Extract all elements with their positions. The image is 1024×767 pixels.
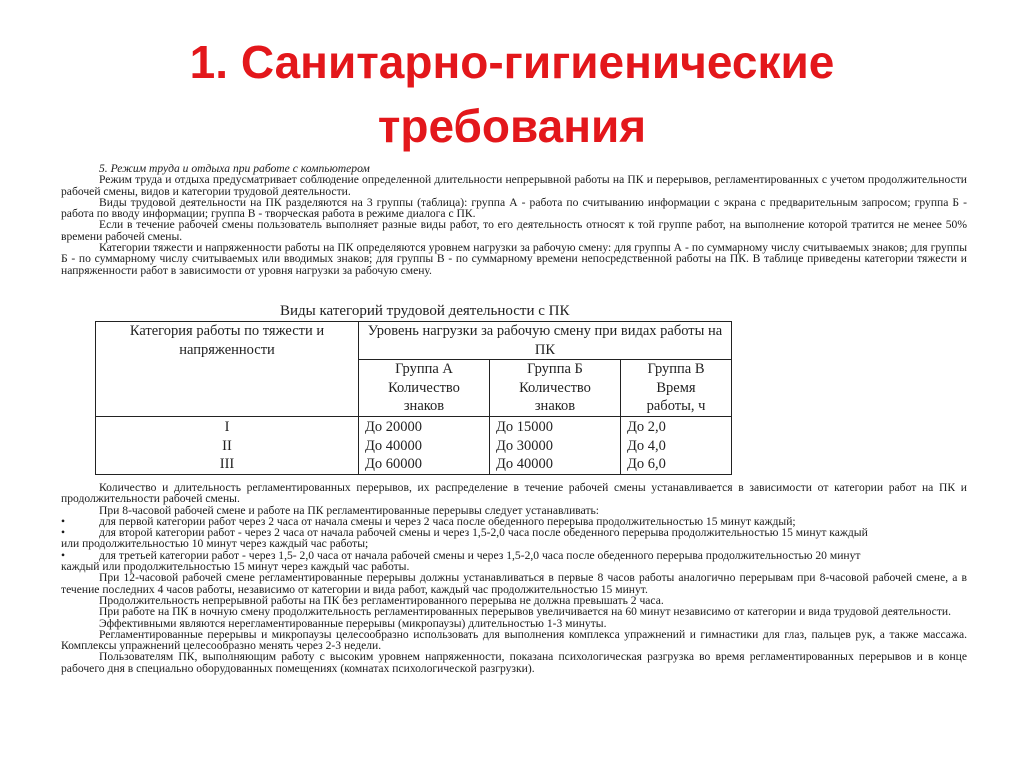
table-cell-categories [96, 417, 359, 475]
bullet-category-2-continued: или продолжительностью 10 минут через каждый час работы; [61, 537, 369, 551]
group-b-value-2: До 30000 [496, 437, 554, 454]
group-c-measure: Время [656, 379, 696, 396]
table-cell-group-b-values [490, 417, 621, 475]
bullet-category-3-text: для третьей категории работ - через 1,5- 2,0 часа от начала рабочей смены и через 1,5-2,0 часа после обеденного перерыва продолжительностью 20 минут [99, 548, 861, 562]
document-intro [61, 163, 967, 276]
category-table [95, 321, 732, 475]
group-b-value-1: До 15000 [496, 419, 554, 435]
paragraph-psychological-relief: Пользователям ПК, выполняющим работу с высоким уровнем напряженности, показана психологическая разгрузка во время регламентированных перерывов и в конце рабочего дня в специально оборудованных помещениях (комнатах психологической разгрузки). [61, 650, 967, 675]
bullet-mark: • [61, 514, 66, 528]
group-c-value-2: До 4,0 [627, 437, 666, 454]
table-header-group-b [490, 360, 621, 417]
paragraph-mixed-work: Если в течение рабочей смены пользователь выполняет разные виды работ, то его деятельность относят к той группе работ, на выполнение которой тратится не менее 50% времени рабочей смены. [61, 218, 967, 243]
category-3: III [219, 456, 235, 472]
category-1: I [224, 419, 230, 435]
group-b-name: Группа Б [527, 361, 583, 377]
group-b-value-3: До 40000 [496, 456, 554, 472]
group-c-unit: работы, ч [646, 398, 706, 414]
section-heading: 5. Режим труда и отдыха при работе с компьютером [99, 162, 370, 175]
group-b-measure: Количество [519, 379, 591, 396]
bullet-category-3 [61, 550, 967, 561]
group-c-value-1: До 2,0 [627, 419, 666, 435]
group-b-unit: знаков [534, 398, 576, 414]
paragraph-12-hour-shift: При 12-часовой рабочей смене регламентированные перерывы должны устанавливаться в первые 8 часов работы аналогично перерывам при 8-часовой рабочей смене, а в течение последних 4 часов работы, независимо от категории и вида работ, каждый час продолжительностью 15 минут. [61, 571, 967, 596]
slide-title [0, 30, 1024, 158]
table-header-category: Категория работы по тяжести и напряженности [96, 322, 359, 417]
group-a-value-1: До 20000 [365, 419, 423, 435]
paragraph-categories: Категории тяжести и напряженности работы на ПК определяются уровнем нагрузки за рабочую смену: для группы А - по суммарному числу считываемых знаков; для группы Б - по суммарному числу считываемых или вводимых знаков; для группы В - по суммарному времени непосредственной работы на ПК. В таблице приведены категории тяжести и напряженности работ в зависимости от уровня нагрузки за рабочую смену. [61, 241, 967, 277]
paragraph-8-hour-shift: При 8-часовой рабочей смене и работе на ПК регламентированные перерывы следует устанавливать: [99, 503, 600, 517]
bullet-category-2-text: для второй категории работ - через 2 часа от начала рабочей смены и через 1,5-2,0 часа после обеденного перерыва продолжительностью 15 минут каждый [99, 526, 868, 540]
bullet-mark: • [61, 548, 66, 562]
slide-title-line-1: 1. Санитарно-гигиенические [189, 36, 835, 88]
bullet-category-3-continued: каждый или продолжительностью 15 минут через каждый час работы. [61, 560, 410, 574]
paragraph-continuous-limit: Продолжительность непрерывной работы на ПК без регламентированного перерыва не должна превышать 2 часа. [99, 593, 664, 607]
group-a-name: Группа А [395, 361, 453, 377]
paragraph-work-groups: Виды трудовой деятельности на ПК разделяются на 3 группы (таблица): группа А - работа по считыванию информации с экрана с предварительным запросом; группа Б - работа по вводу информации; группа В - творческая работа в режиме диалога с ПК. [61, 195, 967, 221]
bullet-category-2 [61, 527, 967, 538]
paragraph-night-shift: При работе на ПК в ночную смену продолжительность регламентированных перерывов увеличивается на 60 минут независимо от категории и вида трудовой деятельности. [99, 605, 951, 619]
table-cell-group-c-values [621, 417, 732, 475]
table-header-group-c [621, 360, 732, 417]
bullet-mark: • [61, 526, 66, 540]
group-c-name: Группа В [647, 361, 705, 377]
document-breaks [61, 482, 967, 674]
bullet-category-1-text: для первой категории работ через 2 часа от начала смены и через 2 часа после обеденного перерыва продолжительностью 15 минут каждый; [99, 514, 796, 528]
table-cell-group-a-values [359, 417, 490, 475]
paragraph-micropauses: Эффективными являются нерегламентированные перерывы (микропаузы) длительностью 1-3 минуты. [99, 616, 607, 630]
paragraph-breaks-amount: Количество и длительность регламентированных перерывов, их распределение в течение рабочей смены устанавливается в зависимости от категории работ на ПК и продолжительности рабочей смены. [61, 481, 967, 506]
table-caption: Виды категорий трудовой деятельности с ПК [280, 303, 570, 319]
group-c-value-3: До 6,0 [627, 456, 666, 472]
table-header-load-level: Уровень нагрузки за рабочую смену при видах работы на ПК [359, 322, 732, 360]
paragraph-exercises: Регламентированные перерывы и микропаузы целесообразно использовать для выполнения комплекса упражнений и гимнастики для глаз, пальцев рук, а также массажа. Комплексы упражнений целесообразно менять через 2-3 недели. [61, 627, 967, 653]
group-a-unit: знаков [403, 398, 445, 414]
table-header-group-a [359, 360, 490, 417]
group-a-measure: Количество [388, 379, 460, 396]
group-a-value-2: До 40000 [365, 437, 423, 454]
slide-title-line-2: требования [377, 100, 647, 152]
group-a-value-3: До 60000 [365, 456, 423, 472]
category-2: II [222, 437, 232, 454]
paragraph-work-regime: Режим труда и отдыха предусматривает соблюдение определенной длительности непрерывной работы на ПК и перерывов, регламентированных с учетом продолжительности рабочей смены, видов и категории трудовой деятельности. [61, 173, 967, 198]
